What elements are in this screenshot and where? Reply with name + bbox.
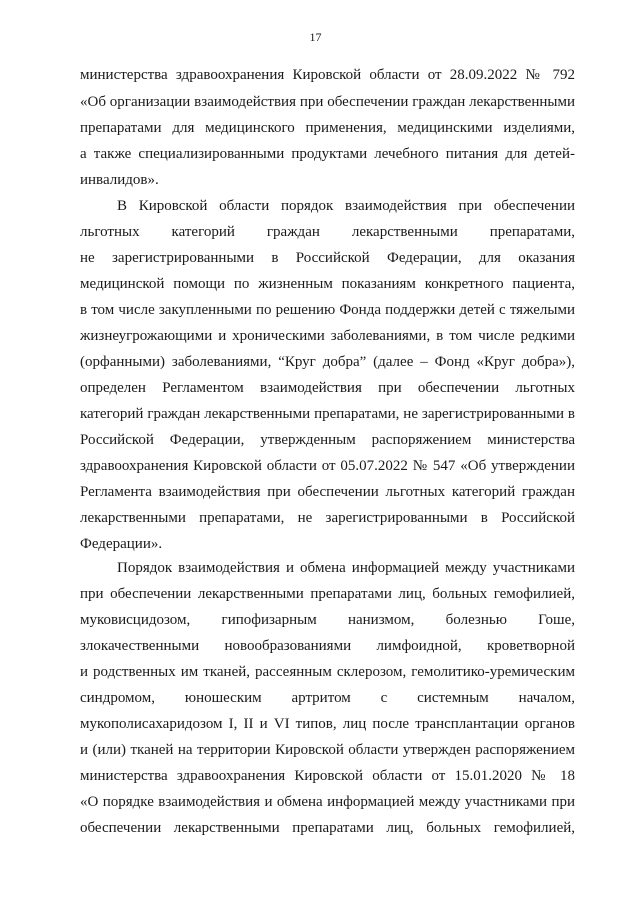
text-line: не зарегистрированными в Российской Федерации, для оказания <box>80 250 575 266</box>
text-line: муковисцидозом, гипофизарным нанизмом, болезнью Гоше, <box>80 612 575 628</box>
text-line: определен Регламентом взаимодействия при обеспечении льготных <box>80 380 575 396</box>
text-line: Регламента взаимодействия при обеспечении льготных категорий граждан <box>80 484 575 500</box>
page-number: 17 <box>309 30 322 44</box>
paragraph-first-line: Порядок взаимодействия и обмена информацией между участниками <box>117 560 575 576</box>
text-line: Федерации». <box>80 536 163 552</box>
text-line: медицинской помощи по жизненным показаниям конкретного пациента, <box>80 276 575 292</box>
text-line: и родственных им тканей, рассеянным склерозом, гемолитико-уремическим <box>80 664 575 680</box>
text-line: категорий граждан лекарственными препаратами, не зарегистрированными в <box>80 406 575 422</box>
text-line: «О порядке взаимодействия и обмена информацией между участниками при <box>80 794 575 810</box>
text-line: злокачественными новообразованиями лимфоидной, кроветворной <box>80 638 575 654</box>
text-line: инвалидов». <box>80 172 159 188</box>
text-line: здравоохранения Кировской области от 05.07.2022 № 547 «Об утверждении <box>80 458 575 474</box>
text-line: мукополисахаридозом I, II и VI типов, лиц после трансплантации органов <box>80 716 575 732</box>
text-line: обеспечении лекарственными препаратами лиц, больных гемофилией, <box>80 820 575 836</box>
text-line: жизнеугрожающими и хроническими заболеваниями, в том числе редкими <box>80 328 575 344</box>
text-line: в том числе закупленными по решению Фонда поддержки детей с тяжелыми <box>80 302 575 318</box>
text-line: льготных категорий граждан лекарственными препаратами, <box>80 224 575 240</box>
text-line: лекарственными препаратами, не зарегистрированными в Российской <box>80 510 575 526</box>
text-line: (орфанными) заболеваниями, “Круг добра” (далее – Фонд «Круг добра»), <box>80 354 575 370</box>
text-line: министерства здравоохранения Кировской области от 15.01.2020 № 18 <box>80 768 575 784</box>
text-line: и (или) тканей на территории Кировской области утвержден распоряжением <box>80 742 575 758</box>
text-line: синдромом, юношеским артритом с системным началом, <box>80 690 575 706</box>
text-line: препаратами для медицинского применения, медицинскими изделиями, <box>80 120 575 136</box>
paragraph-first-line: В Кировской области порядок взаимодействия при обеспечении <box>117 198 575 214</box>
text-line: министерства здравоохранения Кировской области от 28.09.2022 № 792 <box>80 67 575 83</box>
text-line: а также специализированными продуктами лечебного питания для детей- <box>80 146 575 162</box>
text-line: при обеспечении лекарственными препаратами лиц, больных гемофилией, <box>80 586 575 602</box>
text-line: Российской Федерации, утвержденным распоряжением министерства <box>80 432 575 448</box>
text-line: «Об организации взаимодействия при обеспечении граждан лекарственными <box>80 94 575 110</box>
